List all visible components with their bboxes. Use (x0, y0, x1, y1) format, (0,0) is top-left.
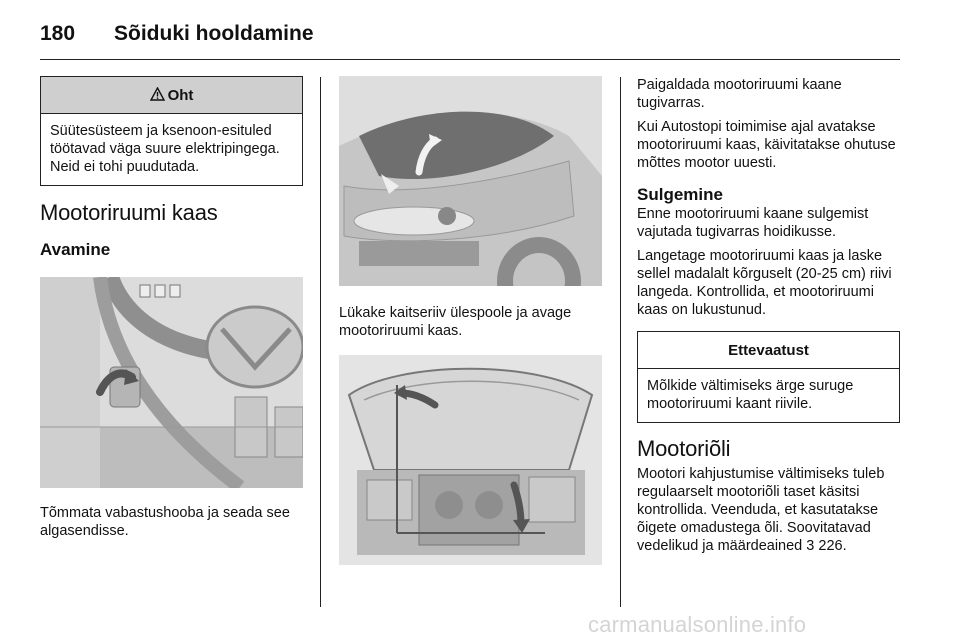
warning-header (41, 77, 302, 114)
page-title: Sõiduki hooldamine (114, 22, 314, 45)
warning-triangle-icon (150, 87, 165, 104)
subsection-title-closing: Sulgemine (637, 185, 723, 204)
watermark: carmanualsonline.info (588, 612, 807, 637)
header-divider (40, 59, 900, 60)
para-install-prop: Paigaldada mootoriruumi kaane tugivarras. (637, 77, 842, 111)
page-reference-link[interactable]: 226. (818, 538, 847, 554)
page-reference-icon: 3 (806, 538, 815, 554)
caution-box (637, 331, 900, 423)
para-lower-hood: Langetage mootoriruumi kaas ja laske sellel madalalt kõrguselt (20-25 cm) riivi langeda. Kontrollida, et mootoriruumi kaas on lukustunud. (637, 248, 892, 318)
engine-oil-text: Mootori kahjustumise vältimiseks tuleb regulaarselt mootoriõli taset käsitsi kontrollida. Veenduda, et kasutatakse õigete omadustega õli. Soovitatavad vedelikud ja määrdeained (637, 466, 885, 554)
section-title-engine-oil: Mootoriõli (637, 436, 731, 461)
warning-title: Oht (167, 86, 194, 104)
para-before-closing: Enne mootoriruumi kaane sulgemist vajutada tugivarras hoidikusse. (637, 206, 869, 240)
column-3 (637, 76, 901, 555)
section-title-hood: Mootoriruumi kaas (40, 200, 218, 225)
warning-box (40, 76, 303, 186)
column-divider-right (620, 77, 621, 607)
caution-title: Ettevaatust (638, 332, 899, 369)
para-engine-oil (637, 465, 901, 555)
hood-latch-illustration (339, 76, 602, 286)
caption-hood-latch: Lükake kaitseriiv ülespoole ja avage mootoriruumi kaas. (339, 305, 572, 339)
column-1 (40, 76, 303, 540)
warning-text: Süütesüsteem ja ksenoon-esituled töötavad väga suure elektripingega. Neid ei tohi puudutada. (50, 123, 280, 175)
engine-bay-illustration (339, 355, 602, 565)
column-2 (339, 76, 602, 565)
para-autostop: Kui Autostopi toimimise ajal avatakse mootoriruumi kaas, käivitatakse ohutuse mõttes mootor uuesti. (637, 119, 896, 171)
release-lever-illustration (40, 277, 303, 488)
column-divider-left (320, 77, 321, 607)
caption-release-lever: Tõmmata vabastushooba ja seada see algasendisse. (40, 505, 290, 539)
subsection-title-opening: Avamine (40, 240, 111, 259)
page-number: 180 (40, 22, 76, 45)
caution-text: Mõlkide vältimiseks ärge suruge mootoriruumi kaant riivile. (647, 378, 854, 412)
page-header (40, 18, 900, 62)
